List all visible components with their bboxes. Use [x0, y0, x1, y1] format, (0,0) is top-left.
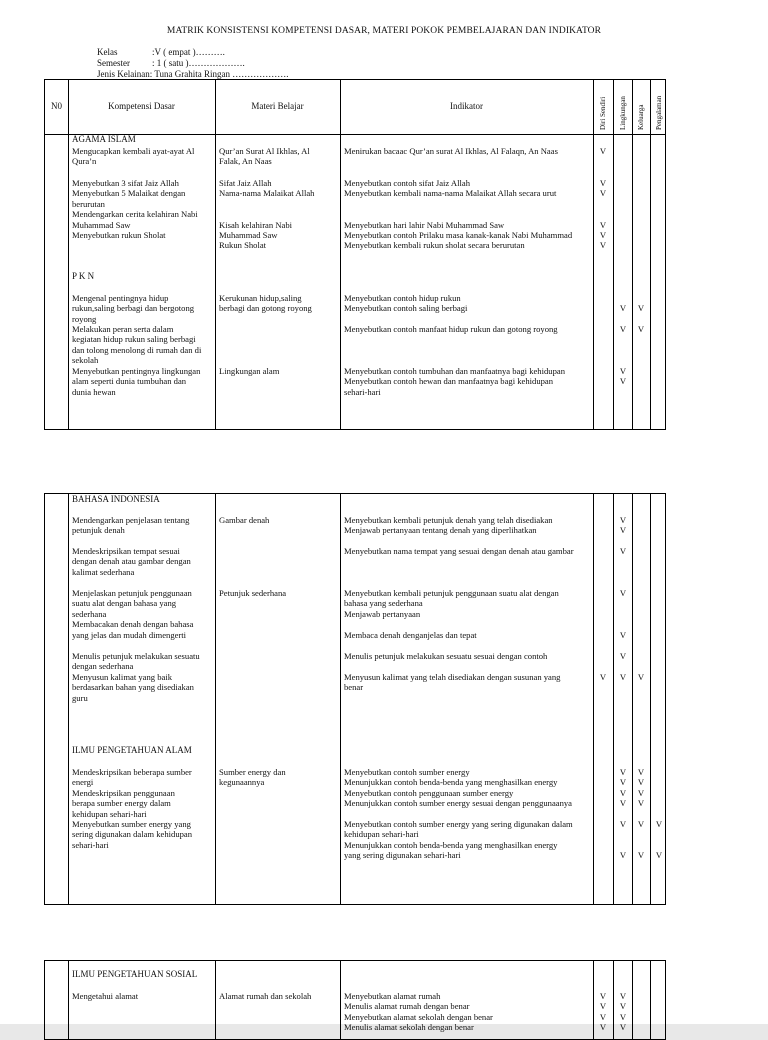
check-lingkungan: V V V V V V	[619, 767, 627, 861]
header-kompetensi-dasar: Kompetensi Dasar	[108, 101, 175, 111]
meta-semester-label: Semester	[97, 58, 130, 68]
meta-jenis-label: Jenis Kelainan:	[97, 69, 153, 79]
col-divider	[340, 961, 341, 1039]
meta-jenis-value: Tuna Grahita Ringan ……………….	[152, 69, 289, 79]
col-divider	[613, 494, 614, 904]
document-title: MATRIK KONSISTENSI KOMPETENSI DASAR, MATERI POKOK PEMBELAJARAN DAN INDIKATOR	[166, 26, 602, 36]
materi-cell: Petunjuk sederhana	[219, 588, 287, 598]
check-diri-sendiri: V V V V V	[599, 178, 607, 251]
check-lingkungan: V	[619, 546, 627, 556]
section-agama-islam: AGAMA ISLAM	[72, 134, 136, 144]
header-no: N0	[51, 101, 62, 111]
indikator-cell: Menyebutkan kembali petunjuk denah yang telah disediakan Menjawab pertanyaan tentang denah yang diperlihatkan	[344, 515, 553, 536]
indikator-cell: Menyebutkan alamat rumah Menulis alamat rumah dengan benar Menyebutkan alamat sekolah dengan benar Menulis alamat sekolah dengan benar	[344, 991, 493, 1033]
col-divider	[340, 494, 341, 904]
meta-semester-value: : 1 ( satu )……………….	[152, 58, 245, 68]
meta-jenis	[97, 69, 289, 80]
col-divider	[215, 80, 216, 429]
check-lingkungan: V	[619, 303, 627, 314]
matrix-table-3	[44, 960, 666, 1040]
section-ipa: ILMU PENGETAHUAN ALAM	[72, 745, 192, 755]
materi-cell: Qur’an Surat Al Ikhlas, Al Falak, An Naas	[219, 146, 310, 167]
kd-cell: Mendeskripsikan beberapa sumber energi Mendeskripsikan penggunaan berapa sumber energy dalam kehidupan sehari-hari Menyebutkan sumber energy yang sering digunakan dalam kehidupan sehari-hari	[72, 767, 193, 850]
kd-cell: Menjelaskan petunjuk penggunaan suatu alat dengan bahasa yang sederhana Membacakan denah dengan bahasa yang jelas dan mudah dimengerti	[72, 588, 194, 640]
kd-cell: Mendeskripsikan tempat sesuai dengan denah atau gambar dengan kalimat sederhana	[72, 546, 191, 577]
header-keluarga: Keluarga	[637, 104, 645, 130]
kd-cell: Mendengarkan penjelasan tentang petunjuk denah	[72, 515, 190, 536]
check-lingkungan: V V	[619, 366, 627, 387]
col-divider	[650, 961, 651, 1039]
indikator-cell: Menyebutkan contoh sifat Jaiz Allah Menyebutkan kembali nama-nama Malaikat Allah secara urut Menyebutkan hari lahir Nabi Muhammad Saw Menyebutkan contoh Prilaku masa kanak-kanak Nabi Muhammad Menyebutkan kembali rukun sholat secara berurutan	[344, 178, 573, 251]
materi-cell: Sumber energy dan kegunaannya	[219, 767, 286, 788]
check-diri-sendiri: V	[599, 146, 607, 156]
check-keluarga: V V V V V V	[637, 767, 645, 861]
check-keluarga: V	[637, 671, 645, 682]
col-divider	[340, 80, 341, 429]
indikator-cell: Menulis petunjuk melakukan sesuatu sesuai dengan contoh Menyusun kalimat yang telah disediakan dengan susunan yang benar	[344, 651, 561, 693]
section-ips: ILMU PENGETAHUAN SOSIAL	[72, 969, 198, 979]
check-lingkungan: V V	[619, 651, 627, 682]
col-divider	[650, 80, 651, 429]
indikator-cell: Menirukan bacaac Qur’an surat Al Ikhlas, Al Falaqn, An Naas	[344, 146, 558, 156]
kd-cell: Mengetahui alamat	[72, 991, 139, 1001]
materi-cell: Alamat rumah dan sekolah	[219, 991, 312, 1001]
header-lingkungan: Lingkungan	[619, 96, 627, 130]
header-diri-sendiri: Diri Sendiri	[599, 96, 607, 130]
col-divider	[613, 961, 614, 1039]
check-lingkungan: V V V V	[619, 991, 627, 1033]
kd-cell: Melakukan peran serta dalam kegiatan hidup rukun saling berbagi dan tolong menolong di rumah dan di sekolah	[72, 324, 202, 366]
materi-cell: Kerukunan hidup,saling berbagi dan gotong royong	[219, 293, 312, 314]
meta-kelas-label: Kelas	[97, 47, 118, 57]
materi-cell: Sifat Jaiz Allah Nama-nama Malaikat Allah Kisah kelahiran Nabi Muhammad Saw Rukun Sholat	[219, 178, 315, 251]
meta-kelas	[97, 47, 225, 58]
col-divider	[68, 494, 69, 904]
check-pengalaman: V V	[655, 819, 663, 861]
meta-semester	[97, 58, 245, 69]
meta-kelas-value: :V ( empat )……….	[152, 47, 225, 57]
col-divider	[68, 80, 69, 429]
check-lingkungan: V V	[619, 588, 627, 640]
col-divider	[215, 494, 216, 904]
col-divider	[613, 80, 614, 429]
kd-cell: Mengenal pentingnya hidup rukun,saling berbagi dan bergotong royong	[72, 293, 195, 324]
kd-cell: Menyebutkan 3 sifat Jaiz Allah Menyebutkan 5 Malaikat dengan berurutan Mendengarkan cerita kelahiran Nabi Muhammad Saw Menyebutkan rukun Sholat	[72, 178, 198, 241]
kd-cell: Mengucapkan kembali ayat-ayat Al Qura’n	[72, 146, 195, 167]
matrix-table-1	[44, 79, 666, 430]
header-pengalaman: Pengalaman	[655, 95, 663, 130]
indikator-cell: Menyebutkan contoh manfaat hidup rukun dan gotong royong	[344, 324, 558, 334]
col-divider	[632, 961, 633, 1039]
check-lingkungan: V V	[619, 515, 627, 536]
check-diri-sendiri: V V V V	[599, 991, 607, 1033]
matrix-table-2	[44, 493, 666, 905]
materi-cell: Gambar denah	[219, 515, 270, 525]
check-diri-sendiri: V	[599, 671, 607, 682]
indikator-cell: Menyebutkan contoh sumber energy Menunjukkan contoh benda-benda yang menghasilkan energy Menyebutkan contoh penggunaan sumber energy Menunjukkan contoh sumber energy sesuai dengan penggunaanya Menyebutkan contoh sumber energy yang sering digunakan dalam kehidupan sehari-hari Menunjukkan contoh benda-benda yang menghasilkan energy yang sering digunakan sehari-hari	[344, 767, 573, 861]
indikator-cell: Menyebutkan contoh tumbuhan dan manfaatnya bagi kehidupan Menyebutkan contoh hewan dan manfaatnya bagi kehidupan sehari-hari	[344, 366, 565, 397]
indikator-cell: Menyebutkan contoh hidup rukun Menyebutkan contoh saling berbagi	[344, 293, 468, 314]
materi-cell: Lingkungan alam	[219, 366, 280, 376]
indikator-cell: Menyebutkan nama tempat yang sesuai dengan denah atau gambar	[344, 546, 574, 556]
section-bahasa-indonesia: BAHASA INDONESIA	[72, 494, 160, 504]
indikator-cell: Menyebutkan kembali petunjuk penggunaan suatu alat dengan bahasa yang sederhana Menjawab pertanyaan Membaca denah denganjelas dan tepat	[344, 588, 559, 640]
col-divider	[650, 494, 651, 904]
header-indikator: Indikator	[450, 101, 483, 111]
check-lingkungan: V	[619, 324, 627, 334]
check-keluarga: V	[637, 324, 645, 334]
kd-cell: Menyebutkan pentingnya lingkungan alam seperti dunia tumbuhan dan dunia hewan	[72, 366, 201, 397]
check-keluarga: V	[637, 303, 645, 314]
header-materi-belajar: Materi Belajar	[251, 101, 304, 111]
col-divider	[68, 961, 69, 1039]
kd-cell: Menulis petunjuk melakukan sesuatu dengan sederhana Menyusun kalimat yang baik berdasarkan bahan yang disediakan guru	[72, 651, 200, 703]
col-divider	[632, 494, 633, 904]
section-pkn: P K N	[72, 271, 95, 281]
header-divider	[45, 134, 665, 135]
col-divider	[632, 80, 633, 429]
col-divider	[215, 961, 216, 1039]
